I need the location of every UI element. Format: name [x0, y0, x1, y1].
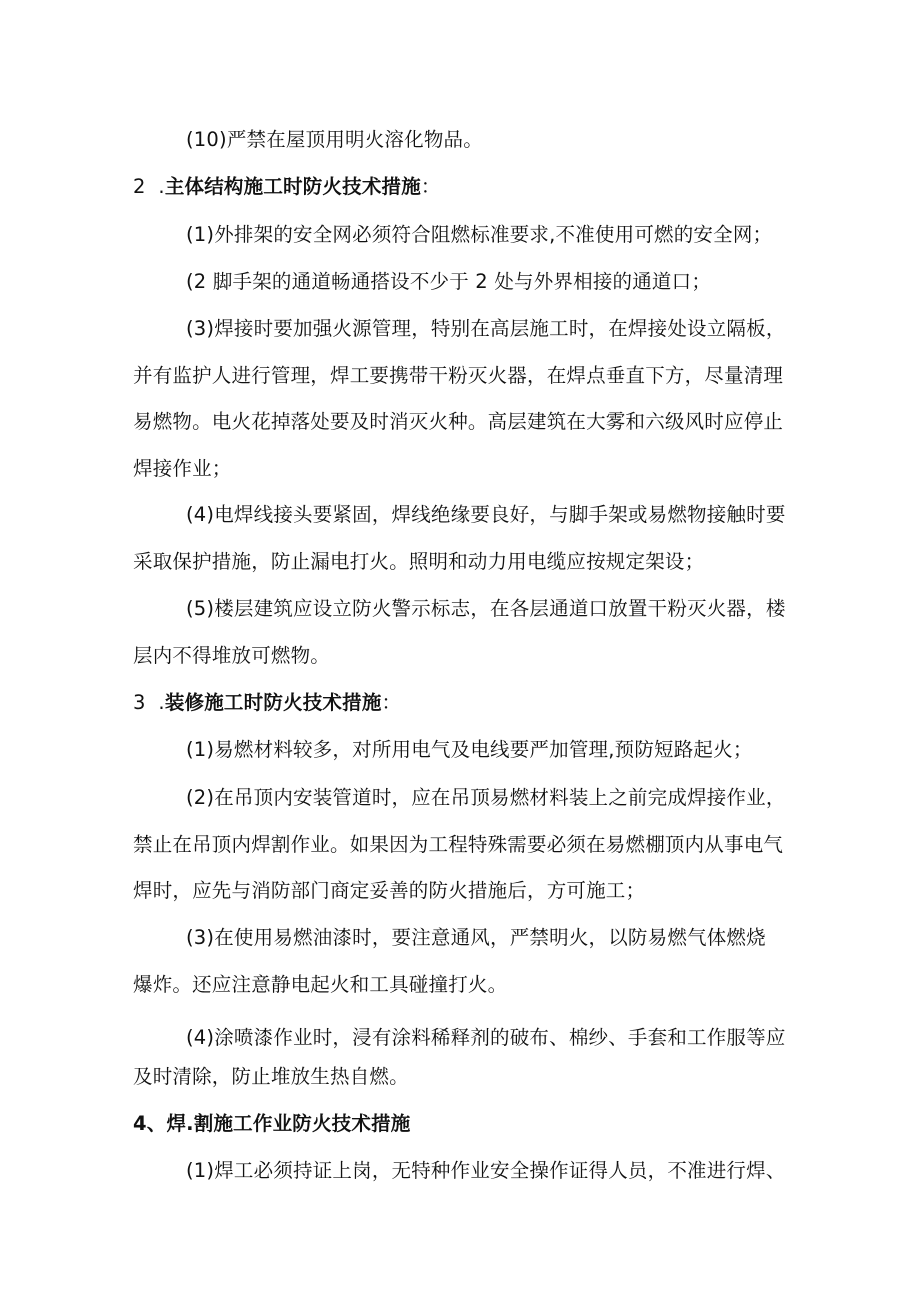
s2-item-4-line-2: 采取保护措施，防止漏电打火。照明和动力用电缆应按规定架设；: [133, 550, 705, 573]
s2-item-3-line-3: 易燃物。电火花掉落处要及时消灭火种。高层建筑在大雾和六级风时应停止: [133, 410, 784, 433]
s3-item-4-line-2: 及时清除，防止堆放生热自燃。: [133, 1065, 409, 1088]
item-10: (10)严禁在屋顶用明火溶化物品。: [186, 128, 483, 151]
s3-item-3-line-2: 爆炸。还应注意静电起火和工具碰撞打火。: [133, 973, 508, 996]
s2-item-1: (1)外排架的安全网必须符合阻燃标准要求,不准使用可燃的安全网；: [186, 223, 773, 246]
s3-item-2-line-1: (2)在吊顶内安装管道时，应在吊顶易燃材料装上之前完成焊接作业，: [186, 786, 786, 809]
section-3-colon: ：: [381, 691, 402, 714]
s3-item-3-line-1: (3)在使用易燃油漆时，要注意通风，严禁明火，以防易燃气体燃烧: [186, 926, 766, 949]
s4-item-1: (1)焊工必须持证上岗，无特种作业安全操作证得人员，不准进行焊、: [186, 1159, 786, 1182]
section-3-number: 3 .: [133, 691, 165, 714]
s3-item-1: (1)易燃材料较多，对所用电气及电线要严加管理,预防短路起火；: [186, 738, 753, 761]
section-4-heading: 4、焊.割施工作业防火技术措施: [133, 1112, 411, 1135]
section-3-title: 装修施工时防火技术措施: [164, 691, 382, 714]
s3-item-2-line-3: 焊时，应先与消防部门商定妥善的防火措施后，方可施工；: [133, 879, 646, 902]
s2-item-4-line-1: (4)电焊线接头要紧固，焊线绝缘要良好，与脚手架或易燃物接触时要: [186, 503, 786, 526]
section-3-heading: [133, 689, 401, 717]
section-2-title: 主体结构施工时防火技术措施: [164, 175, 421, 198]
section-2-heading: [133, 173, 441, 201]
s2-item-5-line-1: (5)楼层建筑应设立防火警示标志，在各层通道口放置干粉灭火器，楼: [186, 597, 786, 620]
s2-item-3-line-4: 焊接作业；: [133, 457, 232, 480]
section-2-number: 2 .: [133, 175, 165, 198]
section-2-colon: ：: [420, 175, 441, 198]
s3-item-4-line-1: (4)涂喷漆作业时，浸有涂料稀释剂的破布、棉纱、手套和工作服等应: [186, 1026, 786, 1049]
s2-item-3-line-1: (3)焊接时要加强火源管理，特别在高层施工时，在焊接处设立隔板，: [186, 317, 786, 340]
s3-item-2-line-2: 禁止在吊顶内焊割作业。如果因为工程特殊需要必须在易燃棚顶内从事电气: [133, 833, 784, 856]
s2-item-5-line-2: 层内不得堆放可燃物。: [133, 644, 331, 667]
s2-item-2: (2 脚手架的通道畅通搭设不少于 2 处与外界相接的通道口；: [186, 270, 712, 293]
s2-item-3-line-2: 并有监护人进行管理，焊工要携带干粉灭火器，在焊点垂直下方，尽量清理: [133, 364, 784, 387]
